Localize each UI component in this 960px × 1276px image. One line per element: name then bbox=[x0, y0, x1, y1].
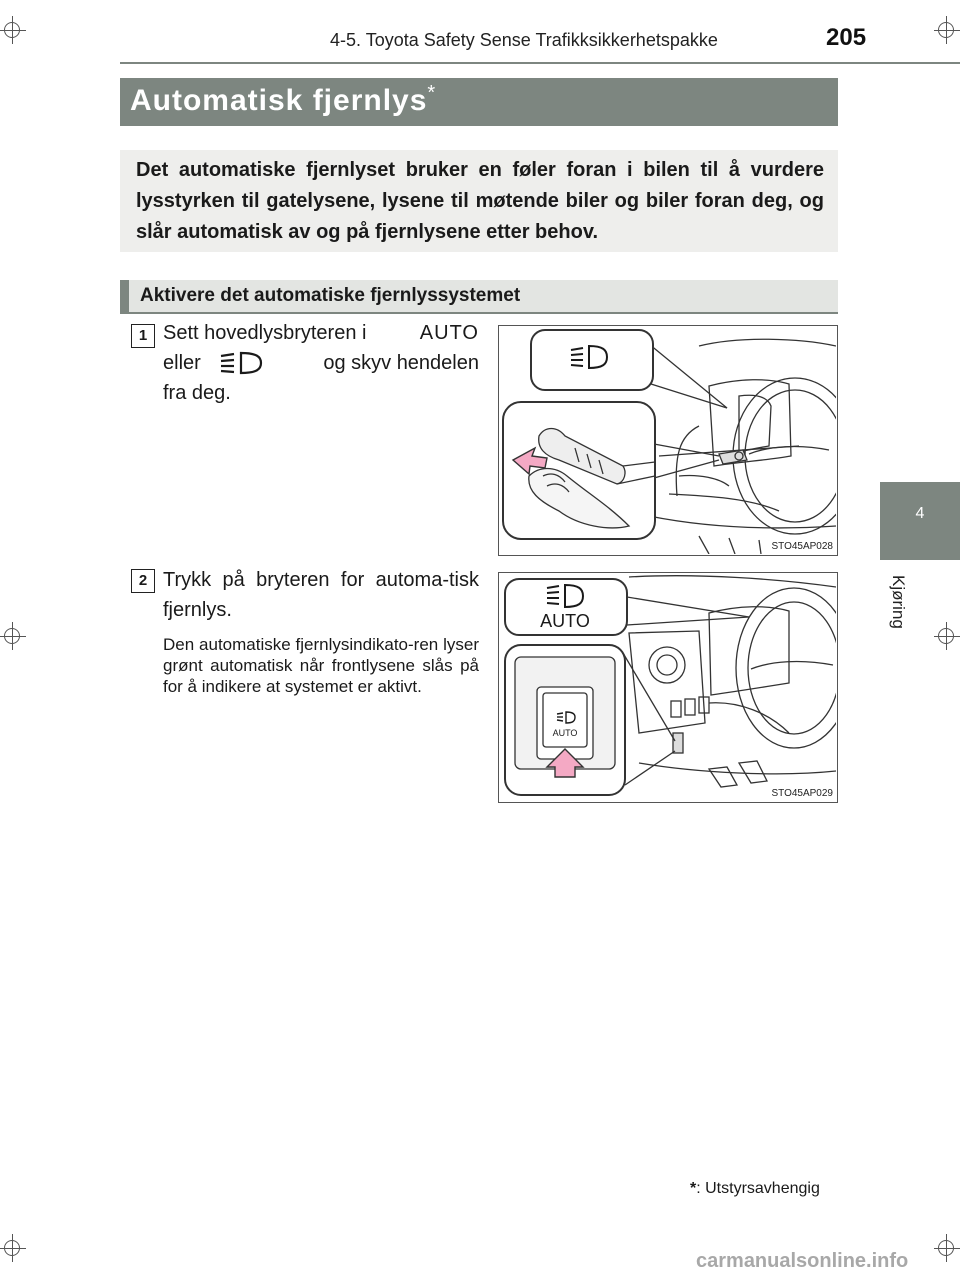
crop-mark bbox=[938, 1240, 954, 1256]
auto-label: AUTO bbox=[540, 611, 590, 631]
page-number: 205 bbox=[826, 24, 867, 51]
figure-auto-switch-drawing bbox=[499, 573, 836, 801]
figure-code: STO45AP029 bbox=[771, 788, 833, 799]
chapter-label: Kjøring bbox=[889, 575, 908, 629]
page-title-text: Automatisk fjernlys bbox=[130, 84, 428, 117]
page-title bbox=[130, 82, 436, 118]
figure-auto-switch bbox=[498, 572, 838, 803]
auto-symbol: AUTO bbox=[419, 322, 479, 344]
figure-code: STO45AP028 bbox=[771, 541, 833, 552]
watermark: carmanualsonline.info bbox=[696, 1250, 909, 1272]
step-1-line-2-text-a: eller bbox=[163, 352, 201, 374]
headlight-icon bbox=[217, 349, 273, 377]
footnote bbox=[690, 1180, 820, 1198]
crop-mark bbox=[4, 22, 20, 38]
step-1-line-2-text-b: og skyv hendelen bbox=[323, 352, 479, 374]
step-number: 2 bbox=[131, 569, 155, 593]
step-1-line-1 bbox=[163, 318, 479, 348]
figure-headlight-lever-drawing bbox=[499, 326, 836, 554]
subheading: Aktivere det automatiske fjernlyssystemet bbox=[140, 285, 521, 306]
intro-text: Det automatiske fjernlyset bruker en føler foran i bilen til å vurdere lysstyrken til gatelysene, lysene til møtende biler og biler foran deg, og slår automatisk av og på fjernlysene etter behov. bbox=[136, 159, 824, 243]
subheading-accent bbox=[120, 280, 129, 314]
auto-label-small: AUTO bbox=[552, 728, 578, 738]
header-rule bbox=[120, 62, 960, 64]
step-1-line-3: fra deg. bbox=[163, 382, 231, 404]
crop-mark bbox=[4, 1240, 20, 1256]
figure-headlight-lever bbox=[498, 325, 838, 556]
crop-mark bbox=[938, 22, 954, 38]
chapter-label-wrap bbox=[872, 575, 932, 675]
footnote-asterisk: * bbox=[690, 1180, 697, 1197]
step-1-line-2 bbox=[163, 348, 479, 378]
step-2-note: Den automatiske fjernlysindikato-ren lyser grønt automatisk når frontlysene slås på for å indikere at systemet er aktivt. bbox=[163, 635, 479, 696]
title-asterisk: * bbox=[427, 82, 437, 104]
crop-mark bbox=[4, 628, 20, 644]
chapter-number: 4 bbox=[915, 505, 925, 522]
running-header: 4-5. Toyota Safety Sense Trafikksikkerhetspakke bbox=[330, 30, 718, 50]
step-1-line-1-text: Sett hovedlysbryteren i bbox=[163, 322, 367, 344]
step-number: 1 bbox=[131, 324, 155, 348]
step-2-text: Trykk på bryteren for automa-tisk fjernlys. bbox=[163, 569, 479, 621]
crop-mark bbox=[938, 628, 954, 644]
step-1-text bbox=[163, 318, 479, 408]
footnote-text: : Utstyrsavhengig bbox=[696, 1180, 820, 1197]
